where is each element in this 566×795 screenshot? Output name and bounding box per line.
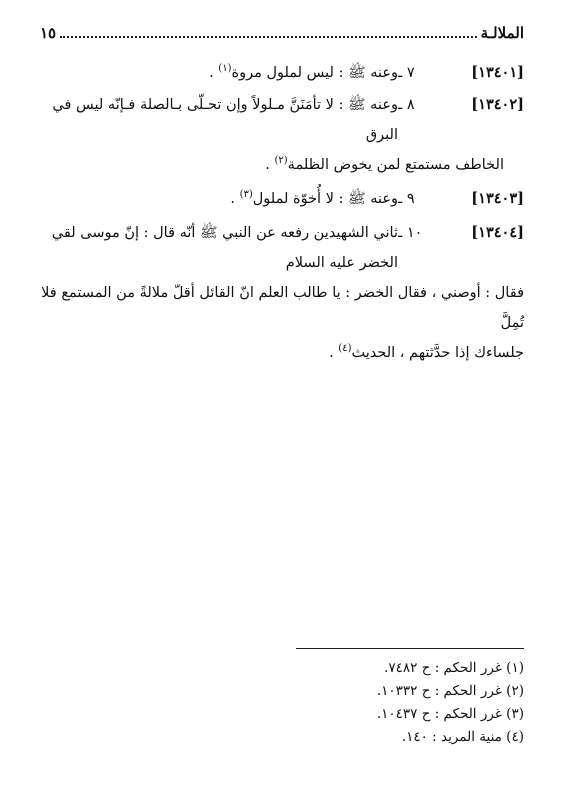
footnote-item: (١) غرر الحكم : ح ٧٤٨٢. bbox=[384, 660, 524, 676]
sentence-end: . bbox=[230, 191, 235, 207]
hadith-line: جلساءك إذا حدَّثتهم ، الحديث bbox=[351, 345, 524, 361]
hadith-text bbox=[40, 58, 398, 88]
hadith-entry bbox=[40, 218, 524, 368]
hadith-entry bbox=[40, 184, 524, 214]
hadith-text bbox=[40, 184, 398, 214]
footnotes bbox=[377, 657, 524, 749]
footnote-ref: (٣) bbox=[239, 189, 253, 201]
hadith-text-continued bbox=[20, 150, 524, 180]
chapter-title: الملالـة bbox=[480, 24, 524, 42]
hadith-id: [١٣٤٠٤] bbox=[471, 224, 524, 241]
footnote-ref: (٤) bbox=[338, 343, 352, 355]
hadith-entry bbox=[40, 90, 524, 180]
hadith-line: الخاطف مستمتع لمن يخوض الظلمة bbox=[287, 157, 504, 173]
hadith-id: [١٣٤٠٣] bbox=[471, 190, 524, 207]
footnote-item: (٤) منية المريد : ١٤٠. bbox=[401, 729, 524, 745]
hadith-number: ١٠ ـ bbox=[398, 225, 423, 241]
footnote-divider bbox=[296, 648, 524, 649]
hadith-id: [١٣٤٠١] bbox=[471, 64, 524, 81]
footnote-item: (٢) غرر الحكم : ح ١٠٣٣٢. bbox=[376, 683, 524, 699]
sentence-end: . bbox=[329, 345, 334, 361]
footnote-ref: (١) bbox=[218, 63, 232, 75]
sentence-end: . bbox=[265, 157, 270, 173]
hadith-entry bbox=[40, 58, 524, 88]
hadith-line: فقال : أوصني ، فقال الخضر : يا طالب العلم انّ القائل أقلّ ملالةً من المستمع فلا تُمِلَّ bbox=[41, 285, 524, 331]
hadith-line: وعنه ﷺ : لا تأمَنَنَّ مـلولاً وإن تحـلّى بـالصلة فـإنّه ليس في البرق bbox=[52, 97, 398, 143]
hadith-line: وعنه ﷺ : ليس لملول مروة bbox=[231, 65, 398, 81]
sentence-end: . bbox=[209, 65, 214, 81]
hadith-line: وعنه ﷺ : لا أُخوّة لملول bbox=[252, 191, 398, 207]
hadith-number: ٧ ـ bbox=[398, 65, 415, 81]
hadith-line: ثاني الشهيدين رفعه عن النبي ﷺ أنّه قال : إنّ موسى لقي الخضر عليه السلام bbox=[51, 225, 398, 271]
footnote-ref: (٢) bbox=[274, 155, 288, 167]
hadith-text-continued bbox=[40, 338, 524, 368]
hadith-number: ٩ ـ bbox=[398, 191, 415, 207]
page-number: ١٥ bbox=[40, 24, 57, 42]
running-header bbox=[40, 22, 524, 42]
header-leader-dots bbox=[60, 36, 477, 38]
hadith-list bbox=[40, 58, 524, 368]
footnote-item: (٣) غرر الحكم : ح ١٠٤٣٧. bbox=[376, 706, 524, 722]
hadith-id: [١٣٤٠٢] bbox=[471, 96, 524, 113]
hadith-number: ٨ ـ bbox=[398, 97, 415, 113]
